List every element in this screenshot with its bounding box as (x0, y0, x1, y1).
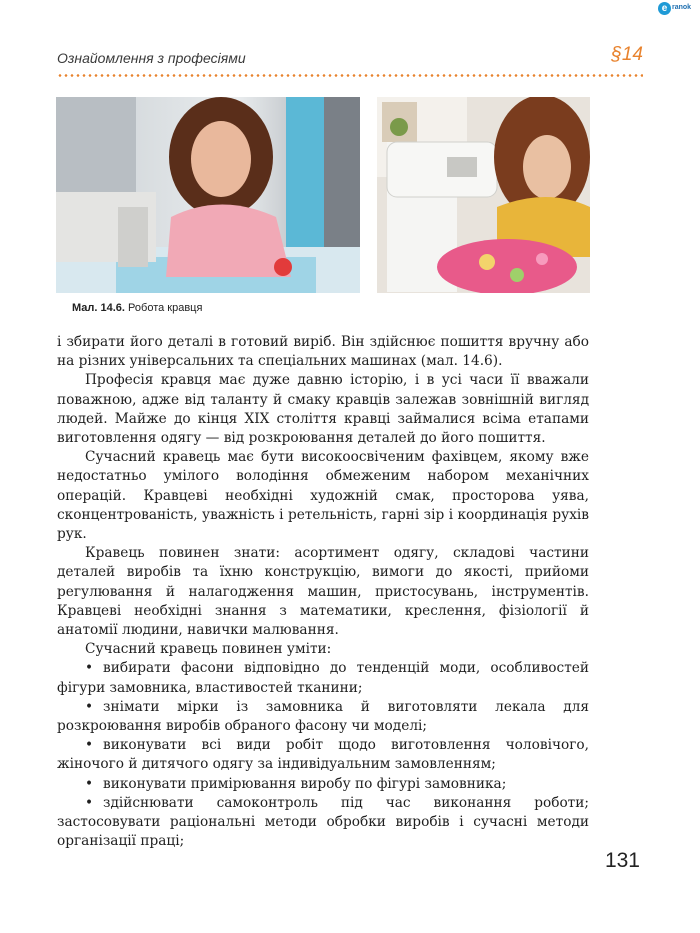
list-item: • здійснювати самоконтроль під час виконання роботи; застосовувати раціональні методи обробки виробів і сучасні методи організації праці; (57, 794, 589, 850)
list-item: • знімати мірки із замовника й виготовляти лекала для розкроювання виробів обраного фасону чи моделі; (57, 698, 589, 735)
running-header (57, 44, 643, 72)
bullet-icon: • (85, 660, 94, 677)
paragraph: Сучасний кравець має бути високоосвіченим фахівцем, якому вже недостатньо умілого володіння обмеженим набором механічних операцій. Кравцеві необхідні художній смак, просторова уява, сконцентрованість, уважність і ретельність, гарні зір і координація рухів рук. (57, 449, 589, 543)
bullet-icon: • (85, 737, 94, 754)
figure-caption (72, 302, 202, 314)
paragraph: і збирати його деталі в готовий виріб. Він здійснює пошиття вручну або на різних універсальних та спеціальних машинах (мал. 14.6). (57, 334, 589, 370)
photo-tailor-home (377, 97, 590, 293)
caption-text: Робота кравця (128, 302, 203, 314)
bullet-icon: • (85, 775, 94, 792)
list-item: • виконувати всі види робіт щодо виготовлення чоловічого, жіночого й дитячого одягу за індивідуальним замовленням; (57, 737, 589, 773)
body-text (57, 333, 589, 851)
caption-label: Мал. 14.6. (72, 302, 125, 314)
photo-tailor-industrial (56, 97, 360, 293)
paragraph: Кравець повинен знати: асортимент одягу, складові частини деталей виробів та їхню конструкцію, вимоги до якості, прийоми регулювання й налагодження машин, пристосувань, інструментів. Кравцеві необхідні знання з математики, креслення, фізіології й анатомії людини, навички малювання. (57, 545, 589, 639)
paragraph: Сучасний кравець повинен уміти: (85, 641, 332, 658)
section-number: §14 (611, 44, 643, 65)
page-number: 131 (604, 849, 640, 872)
publisher-logo (658, 2, 698, 16)
bullet-icon: • (85, 794, 94, 811)
logo-mark: e (658, 2, 671, 15)
list-item: • вибирати фасони відповідно до тенденцій моди, особливостей фігури замовника, властивостей тканини; (57, 660, 589, 696)
dotted-divider (57, 74, 643, 77)
paragraph: Професія кравця має дуже давню історію, і в усі часи її вважали поважною, адже від таланту й смаку кравців залежав зовнішній вигляд людей. Майже до кінця XIX століття кравці займалися всіма етапами виготовлення одягу — від розкроювання деталей до його пошиття. (57, 372, 589, 447)
chapter-title: Ознайомлення з професіями (57, 50, 246, 66)
list-item: • виконувати примірювання виробу по фігурі замовника; (57, 775, 589, 794)
logo-text: ranok (672, 4, 692, 11)
bullet-icon: • (85, 698, 94, 715)
